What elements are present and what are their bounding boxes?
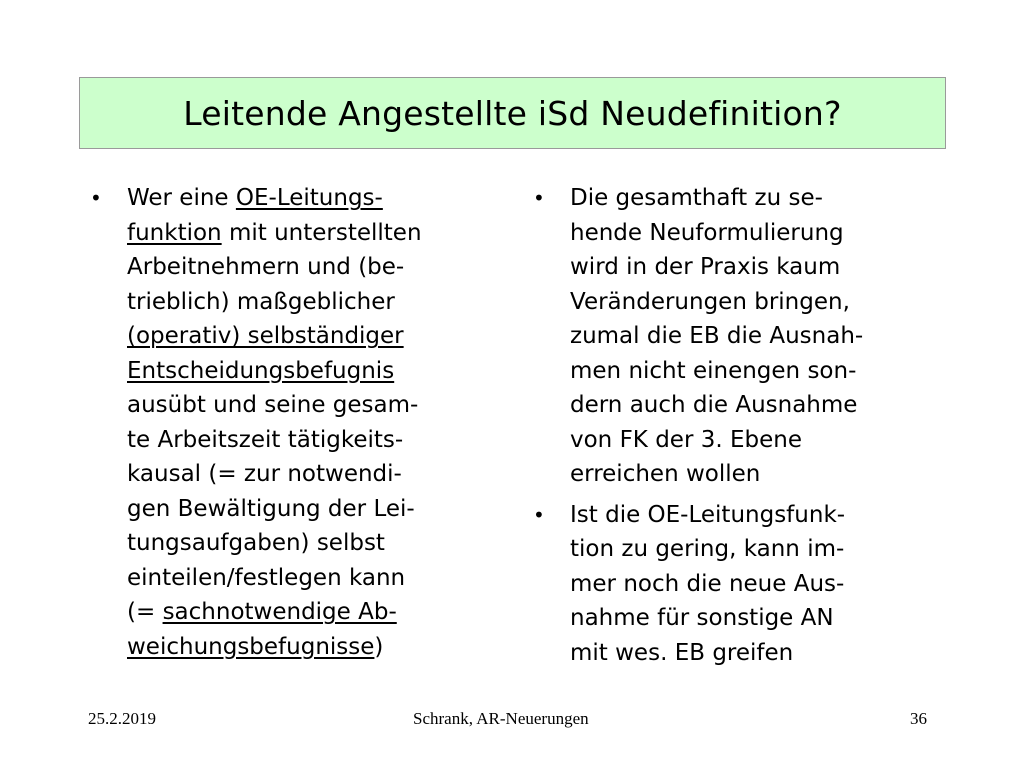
footer-date: 25.2.2019 (88, 709, 156, 728)
underlined-term: (operativ) selbständiger (127, 323, 404, 349)
title-box (79, 77, 946, 149)
bullet-item (90, 181, 510, 664)
text-line (127, 630, 510, 665)
text-line: men nicht einengen son- (570, 357, 857, 384)
bullet-item (533, 181, 953, 492)
text-line: tion zu gering, kann im- (570, 536, 845, 562)
text-line: zumal die EB die Ausnah- (570, 323, 864, 349)
bullet-icon: • (533, 502, 545, 527)
text-segment: (= (127, 599, 163, 625)
text-line (127, 595, 510, 630)
underlined-term: funktion (127, 219, 222, 246)
text-line: wird in der Praxis kaum (570, 254, 841, 280)
text-line: Arbeitnehmern und (be- (127, 254, 405, 280)
text-segment: mit unterstellten (221, 219, 422, 246)
bullet-item (533, 498, 953, 671)
text-segment: Wer eine (127, 185, 236, 211)
bullet-icon: • (533, 186, 545, 210)
text-line: nahme für sonstige AN (570, 605, 834, 631)
text-line: dern auch die Ausnahme (570, 392, 858, 418)
text-line: von FK der 3. Ebene (570, 426, 802, 453)
left-column (90, 181, 510, 670)
text-line (127, 181, 510, 216)
text-line: te Arbeitszeit tätigkeits- (127, 426, 404, 453)
underlined-term: sachnotwendige Ab- (162, 599, 397, 625)
page-number: 36 (910, 709, 927, 728)
text-line: Die gesamthaft zu se- (570, 185, 823, 211)
text-line: kausal (= zur notwendi- (127, 461, 402, 487)
right-column (533, 181, 953, 676)
footer-title: Schrank, AR-Neuerungen (413, 709, 589, 728)
slide-title: Leitende Angestellte iSd Neudefinition? (183, 93, 842, 133)
text-line: tungsaufgaben) selbst (127, 530, 385, 556)
text-line (127, 216, 510, 251)
text-segment: ) (374, 633, 384, 660)
text-line (127, 354, 510, 389)
text-line: Ist die OE-Leitungsfunk- (570, 501, 846, 528)
text-line: trieblich) maßgeblicher (127, 288, 395, 315)
bullet-icon: • (90, 186, 102, 210)
text-line: mer noch die neue Aus- (570, 570, 845, 597)
text-line (127, 319, 510, 354)
text-line: hende Neuformulierung (570, 219, 844, 246)
text-line: erreichen wollen (570, 461, 761, 487)
underlined-term: OE-Leitungs- (235, 185, 383, 211)
text-line: mit wes. EB greifen (570, 639, 794, 666)
text-line: ausübt und seine gesam- (127, 392, 419, 418)
underlined-term: Entscheidungsbefugnis (127, 357, 395, 384)
text-line: gen Bewältigung der Lei- (127, 495, 415, 522)
underlined-term: weichungsbefugnisse (127, 633, 375, 660)
text-line: einteilen/festlegen kann (127, 564, 406, 591)
text-line: Veränderungen bringen, (570, 288, 850, 315)
